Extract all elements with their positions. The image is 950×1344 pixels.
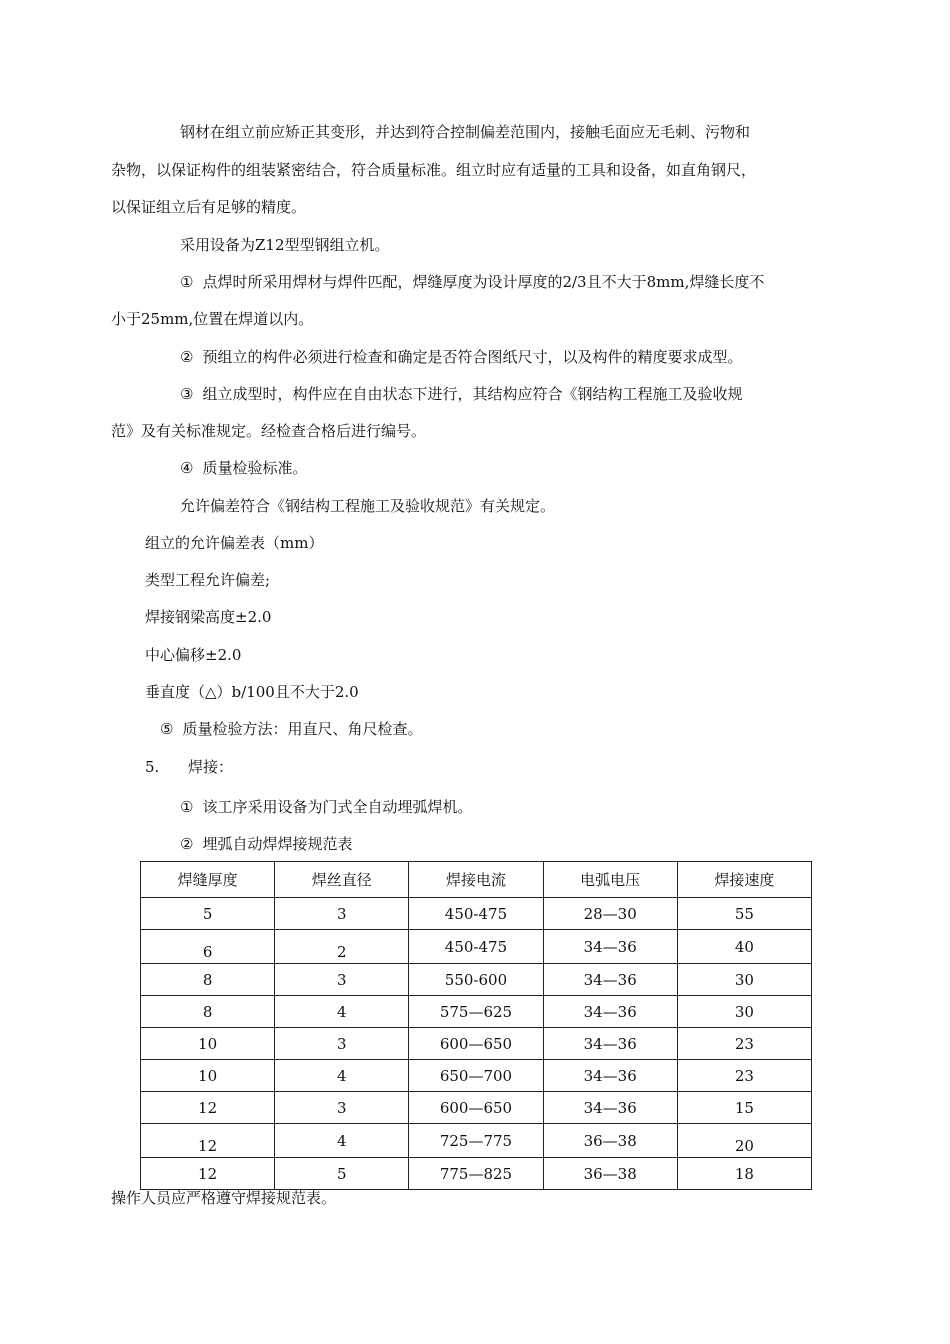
item-3-line2: 范》及有关标准规定。经检查合格后进行编号。 — [111, 422, 427, 440]
cell: 600—650 — [409, 1028, 543, 1060]
cell: 4 — [275, 1124, 409, 1158]
cell: 15 — [677, 1092, 811, 1124]
cell: 3 — [275, 1028, 409, 1060]
para1-line2: 杂物，以保证构件的组装紧密结合，符合质量标准。组立时应有适量的工具和设备，如直角钢尺， — [111, 161, 757, 179]
cell: 725—775 — [409, 1124, 543, 1158]
para1-line3: 以保证组立后有足够的精度。 — [111, 198, 307, 216]
table-row — [141, 1124, 812, 1158]
item-2-text: 预组立的构件必须进行检查和确定是否符合图纸尺寸，以及构件的精度要求成型。 — [202, 348, 743, 366]
header-wire-diameter: 焊丝直径 — [275, 862, 409, 898]
item-1-line1 — [180, 272, 764, 292]
cell: 34—36 — [543, 964, 677, 996]
table-row — [141, 1060, 812, 1092]
cell: 5 — [275, 1158, 409, 1190]
deviation-row-1: 焊接钢梁高度±2.0 — [145, 608, 272, 626]
cell: 12 — [141, 1124, 275, 1158]
cell: 3 — [275, 898, 409, 930]
cell: 575—625 — [409, 996, 543, 1028]
table-header-row — [141, 862, 812, 898]
footer-note: 操作人员应严格遵守焊接规范表。 — [111, 1189, 337, 1207]
cell: 4 — [275, 1060, 409, 1092]
weld-item-1-number: ① — [180, 798, 194, 816]
deviation-intro: 允许偏差符合《钢结构工程施工及验收规范》有关规定。 — [180, 497, 556, 515]
weld-item-2-number: ② — [180, 835, 194, 853]
deviation-header: 类型工程允许偏差; — [145, 571, 271, 589]
cell: 34—36 — [543, 930, 677, 964]
item-1-number: ① — [180, 273, 194, 291]
cell: 10 — [141, 1028, 275, 1060]
cell: 450-475 — [409, 898, 543, 930]
table-row — [141, 1092, 812, 1124]
cell: 34—36 — [543, 1060, 677, 1092]
header-arc-voltage: 电弧电压 — [543, 862, 677, 898]
cell: 30 — [677, 964, 811, 996]
cell: 450-475 — [409, 930, 543, 964]
table-row — [141, 1028, 812, 1060]
weld-item-1-text: 该工序采用设备为门式全自动埋弧焊机。 — [202, 798, 473, 816]
cell: 8 — [141, 996, 275, 1028]
header-weld-thickness: 焊缝厚度 — [141, 862, 275, 898]
cell: 3 — [275, 1092, 409, 1124]
deviation-row-2: 中心偏移±2.0 — [145, 646, 242, 664]
section-5-title: 焊接： — [188, 758, 234, 776]
table-row — [141, 996, 812, 1028]
cell: 550-600 — [409, 964, 543, 996]
para1-line1: 钢材在组立前应矫正其变形，并达到符合控制偏差范围内，接触毛面应无毛刺、污物和 — [180, 123, 751, 141]
cell: 18 — [677, 1158, 811, 1190]
cell: 28—30 — [543, 898, 677, 930]
section-5-heading — [145, 757, 233, 777]
item-5-text: 质量检验方法：用直尺、角尺检查。 — [182, 720, 423, 738]
cell: 34—36 — [543, 1092, 677, 1124]
cell: 55 — [677, 898, 811, 930]
cell: 4 — [275, 996, 409, 1028]
cell: 775—825 — [409, 1158, 543, 1190]
cell: 12 — [141, 1092, 275, 1124]
cell: 36—38 — [543, 1124, 677, 1158]
cell: 3 — [275, 964, 409, 996]
item-4-number: ④ — [180, 459, 194, 477]
cell: 6 — [141, 930, 275, 964]
item-1-line2: 小于25mm,位置在焊道以内。 — [111, 310, 314, 328]
deviation-row-3: 垂直度（△）b/100且不大于2.0 — [145, 683, 359, 701]
weld-item-2-text: 埋弧自动焊焊接规范表 — [202, 835, 353, 853]
item-1-text: 点焊时所采用焊材与焊件匹配，焊缝厚度为设计厚度的2/3且不大于8mm,焊缝长度不 — [202, 273, 765, 291]
weld-item-2 — [180, 834, 352, 854]
item-4-text: 质量检验标准。 — [202, 459, 308, 477]
weld-item-1 — [180, 797, 472, 817]
item-3-number: ③ — [180, 385, 194, 403]
item-5 — [160, 719, 422, 739]
header-weld-current: 焊接电流 — [409, 862, 543, 898]
cell: 34—36 — [543, 1028, 677, 1060]
table-row — [141, 1158, 812, 1190]
section-5-number: 5. — [145, 758, 160, 776]
table-row — [141, 930, 812, 964]
item-2 — [180, 347, 742, 367]
equipment-line: 采用设备为Z12型型钢组立机。 — [180, 236, 390, 254]
welding-spec-table — [140, 861, 812, 1190]
cell: 23 — [677, 1028, 811, 1060]
cell: 30 — [677, 996, 811, 1028]
deviation-table-title: 组立的允许偏差表（mm） — [145, 534, 324, 552]
cell: 23 — [677, 1060, 811, 1092]
cell: 20 — [677, 1124, 811, 1158]
header-weld-speed: 焊接速度 — [677, 862, 811, 898]
item-4 — [180, 458, 307, 478]
item-2-number: ② — [180, 348, 194, 366]
cell: 10 — [141, 1060, 275, 1092]
cell: 12 — [141, 1158, 275, 1190]
cell: 8 — [141, 964, 275, 996]
item-3-line1 — [180, 384, 742, 404]
cell: 40 — [677, 930, 811, 964]
cell: 650—700 — [409, 1060, 543, 1092]
table-row — [141, 898, 812, 930]
item-5-number: ⑤ — [160, 720, 174, 738]
cell: 5 — [141, 898, 275, 930]
cell: 34—36 — [543, 996, 677, 1028]
cell: 600—650 — [409, 1092, 543, 1124]
cell: 36—38 — [543, 1158, 677, 1190]
cell: 2 — [275, 930, 409, 964]
item-3-text: 组立成型时，构件应在自由状态下进行，其结构应符合《钢结构工程施工及验收规 — [202, 385, 743, 403]
table-row — [141, 964, 812, 996]
